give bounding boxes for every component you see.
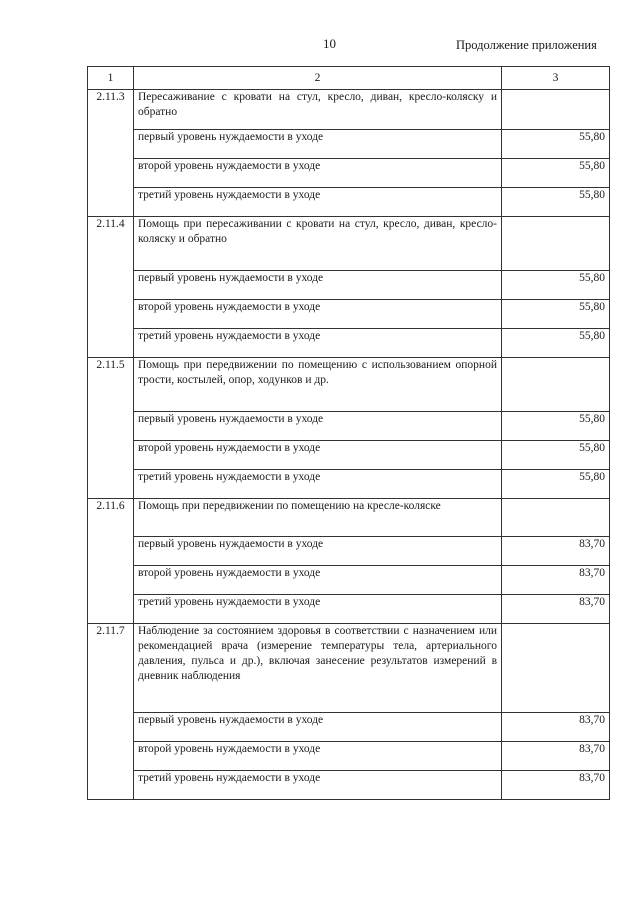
section-row	[88, 217, 610, 271]
section-description: Пересаживание с кровати на стул, кресло, диван, кресло-коляску и обратно	[138, 91, 497, 118]
price-value: 83,70	[502, 713, 610, 742]
price-value: 55,80	[502, 412, 610, 441]
table-row	[88, 188, 610, 217]
care-level: третий уровень нуждаемости в уходе	[134, 771, 502, 800]
section-row	[88, 90, 610, 130]
care-level: второй уровень нуждаемости в уходе	[134, 566, 502, 595]
services-table	[87, 66, 610, 800]
price-value: 55,80	[502, 470, 610, 499]
price-value: 83,70	[502, 566, 610, 595]
column-header-3: 3	[502, 67, 610, 90]
section-code: 2.11.4	[88, 217, 134, 358]
care-level: третий уровень нуждаемости в уходе	[134, 188, 502, 217]
price-value: 55,80	[502, 441, 610, 470]
care-level: третий уровень нуждаемости в уходе	[134, 329, 502, 358]
table-header-row	[88, 67, 610, 90]
section-row	[88, 358, 610, 412]
section-code: 2.11.3	[88, 90, 134, 217]
care-level: первый уровень нуждаемости в уходе	[134, 537, 502, 566]
table-row	[88, 742, 610, 771]
empty-cell	[502, 624, 610, 713]
care-level: третий уровень нуждаемости в уходе	[134, 470, 502, 499]
table-row	[88, 159, 610, 188]
table-row	[88, 771, 610, 800]
column-header-2: 2	[134, 67, 502, 90]
section-description: Помощь при передвижении по помещению на кресле-коляске	[138, 500, 441, 512]
empty-cell	[502, 358, 610, 412]
empty-cell	[502, 499, 610, 537]
section-code: 2.11.6	[88, 499, 134, 624]
empty-cell	[502, 217, 610, 271]
price-value: 55,80	[502, 130, 610, 159]
care-level: первый уровень нуждаемости в уходе	[134, 130, 502, 159]
page-number: 10	[323, 36, 336, 51]
continuation-label: Продолжение приложения	[456, 38, 597, 52]
table-row	[88, 412, 610, 441]
care-level: второй уровень нуждаемости в уходе	[134, 300, 502, 329]
price-value: 83,70	[502, 742, 610, 771]
table-row	[88, 566, 610, 595]
price-value: 55,80	[502, 329, 610, 358]
section-description: Наблюдение за состоянием здоровья в соответствии с назначением или рекомендацией врача (измерение температуры тела, артериального давления, пульса и др.), включая занесение результатов измерений в дневник наблюдения	[138, 625, 497, 682]
price-value: 83,70	[502, 537, 610, 566]
table-row	[88, 130, 610, 159]
section-description: Помощь при пересаживании с кровати на стул, кресло, диван, кресло-коляску и обратно	[138, 218, 497, 245]
table-row	[88, 441, 610, 470]
care-level: второй уровень нуждаемости в уходе	[134, 159, 502, 188]
table-row	[88, 713, 610, 742]
empty-cell	[502, 90, 610, 130]
price-value: 55,80	[502, 300, 610, 329]
table-row	[88, 595, 610, 624]
table-row	[88, 537, 610, 566]
care-level: третий уровень нуждаемости в уходе	[134, 595, 502, 624]
price-value: 55,80	[502, 271, 610, 300]
care-level: первый уровень нуждаемости в уходе	[134, 713, 502, 742]
section-code: 2.11.5	[88, 358, 134, 499]
care-level: второй уровень нуждаемости в уходе	[134, 742, 502, 771]
price-value: 83,70	[502, 771, 610, 800]
section-row	[88, 499, 610, 537]
price-value: 83,70	[502, 595, 610, 624]
price-value: 55,80	[502, 159, 610, 188]
care-level: первый уровень нуждаемости в уходе	[134, 412, 502, 441]
section-row	[88, 624, 610, 713]
table-row	[88, 470, 610, 499]
table-row	[88, 300, 610, 329]
price-value: 55,80	[502, 188, 610, 217]
table-row	[88, 271, 610, 300]
table-row	[88, 329, 610, 358]
column-header-1: 1	[88, 67, 134, 90]
section-description: Помощь при передвижении по помещению с использованием опорной трости, костылей, опор, ходунков и др.	[138, 359, 497, 386]
section-code: 2.11.7	[88, 624, 134, 800]
care-level: первый уровень нуждаемости в уходе	[134, 271, 502, 300]
care-level: второй уровень нуждаемости в уходе	[134, 441, 502, 470]
